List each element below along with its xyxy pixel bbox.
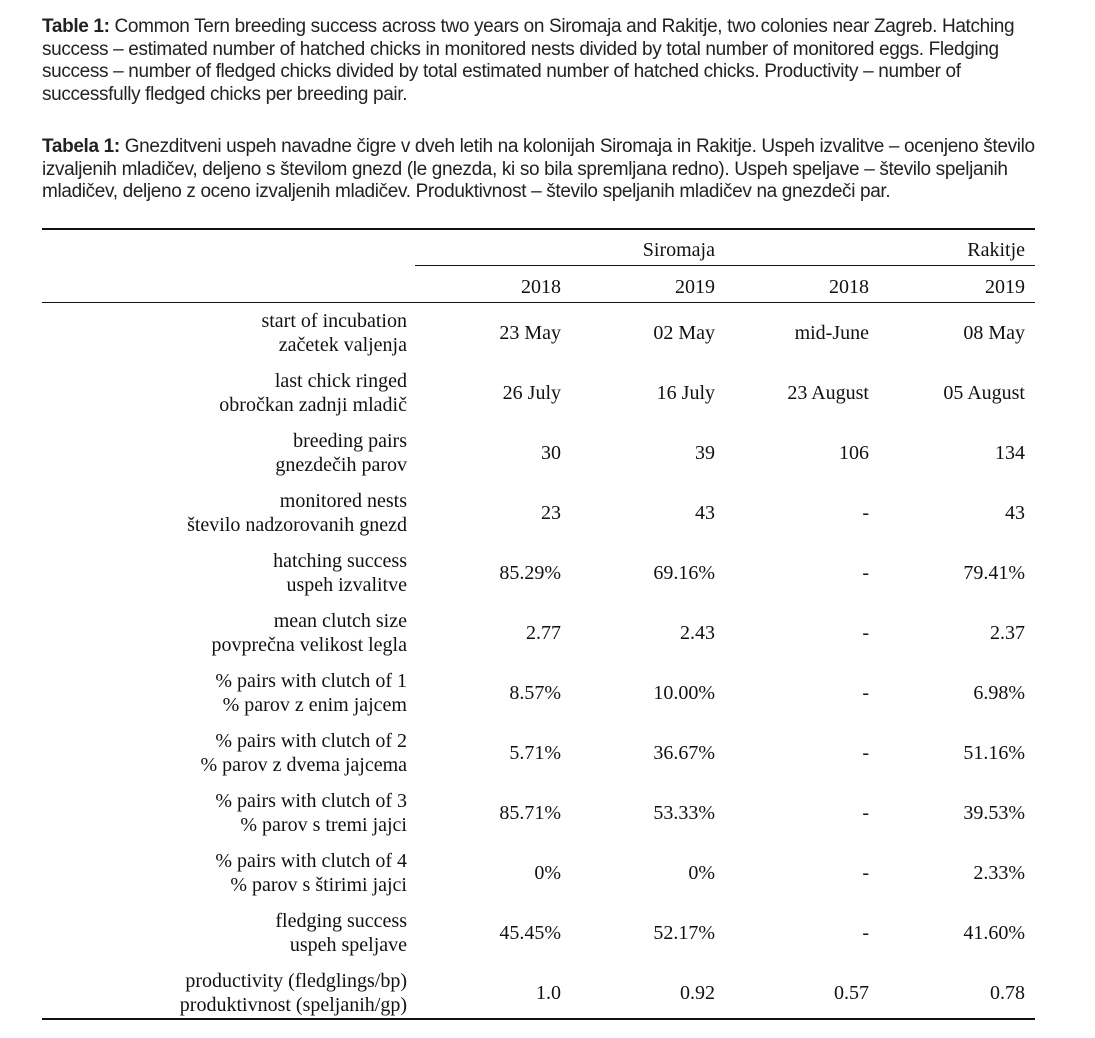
row-label-english: start of incubation <box>261 310 407 332</box>
table-cell: 36.67% <box>653 742 715 764</box>
row-label-slovene: število nadzorovanih gnezd <box>187 514 407 536</box>
row-label-english: mean clutch size <box>273 610 407 632</box>
table-cell: 2.43 <box>680 622 715 644</box>
table-cell: 5.71% <box>509 742 561 764</box>
row-label-slovene: začetek valjenja <box>278 334 407 356</box>
row-label-english: last chick ringed <box>274 370 407 392</box>
table-cell: 23 August <box>787 382 869 404</box>
table-cell: 2.77 <box>526 622 561 644</box>
table-cell: 02 May <box>653 322 715 344</box>
row-label-english: productivity (fledglings/bp) <box>185 970 407 992</box>
table-cell: 8.57% <box>509 682 561 704</box>
row-label-slovene: % parov s tremi jajci <box>240 814 407 836</box>
table-cell: - <box>862 502 869 524</box>
table-cell: - <box>862 682 869 704</box>
row-label-slovene: uspeh speljave <box>289 934 407 956</box>
table-cell: 39.53% <box>963 802 1025 824</box>
table-cell: 45.45% <box>499 922 561 944</box>
row-label-english: hatching success <box>273 550 407 572</box>
table-cell: - <box>862 922 869 944</box>
year-header: 2019 <box>985 276 1025 298</box>
colony-header-rule <box>415 265 1035 266</box>
table-cell: 51.16% <box>963 742 1025 764</box>
row-label-english: fledging success <box>275 910 407 932</box>
row-label-slovene: % parov z enim jajcem <box>222 694 407 716</box>
table-cell: 39 <box>695 442 715 464</box>
table-cell: 53.33% <box>653 802 715 824</box>
table-cell: 30 <box>541 442 561 464</box>
row-label-english: % pairs with clutch of 2 <box>215 730 407 752</box>
year-header: 2018 <box>829 276 869 298</box>
table-cell: - <box>862 862 869 884</box>
table-top-rule <box>42 228 1035 230</box>
row-label-slovene: uspeh izvalitve <box>286 574 407 596</box>
table-cell: 16 July <box>656 382 715 404</box>
table-cell: 0% <box>534 862 561 884</box>
row-label-slovene: % parov s štirimi jajci <box>230 874 407 896</box>
table-cell: 05 August <box>943 382 1025 404</box>
table-cell: - <box>862 562 869 584</box>
table-cell: 26 July <box>502 382 561 404</box>
row-label-slovene: % parov z dvema jajcema <box>200 754 407 776</box>
table-cell: 79.41% <box>963 562 1025 584</box>
table-cell: - <box>862 802 869 824</box>
year-header: 2019 <box>675 276 715 298</box>
row-label-slovene: produktivnost (speljanih/gp) <box>179 994 407 1016</box>
caption-text: Common Tern breeding success across two years on Siromaja and Rakitje, two colonies near Zagreb. Hatching success – estimated number of hatched chicks in monitored nests divided by total number of monitored eggs. Fledging success – number of fledged chicks divided by total estimated number of hatched chicks. Productivity – number of successfully fledged chicks per breeding pair. <box>42 16 1015 105</box>
table-cell: - <box>862 742 869 764</box>
row-label-slovene: gnezdečih parov <box>275 454 407 476</box>
row-label-english: % pairs with clutch of 4 <box>215 850 407 872</box>
table-cell: 23 <box>541 502 561 524</box>
row-label-english: breeding pairs <box>293 430 407 452</box>
table-cell: 23 May <box>499 322 561 344</box>
header-bottom-rule <box>42 302 1035 303</box>
table-cell: 2.37 <box>990 622 1025 644</box>
table-cell: 0% <box>688 862 715 884</box>
table-cell: mid-June <box>794 322 869 344</box>
table-cell: 69.16% <box>653 562 715 584</box>
table-cell: 41.60% <box>963 922 1025 944</box>
table-cell: 10.00% <box>653 682 715 704</box>
table-cell: 0.57 <box>834 982 869 1004</box>
table-cell: 08 May <box>963 322 1025 344</box>
table-caption-english <box>42 16 1052 106</box>
row-label-english: % pairs with clutch of 3 <box>215 790 407 812</box>
table-cell: 85.71% <box>499 802 561 824</box>
caption-label: Tabela 1: <box>42 136 120 157</box>
table-cell: 43 <box>695 502 715 524</box>
table-cell: 2.33% <box>973 862 1025 884</box>
table-caption-slovene <box>42 136 1052 204</box>
table-bottom-rule <box>42 1018 1035 1020</box>
colony-header-siromaja: Siromaja <box>642 239 715 261</box>
table-cell: 134 <box>995 442 1025 464</box>
colony-header-rakitje: Rakitje <box>967 239 1025 261</box>
row-label-slovene: obročkan zadnji mladič <box>219 394 407 416</box>
table-cell: 0.92 <box>680 982 715 1004</box>
table-cell: 85.29% <box>499 562 561 584</box>
table-cell: 1.0 <box>536 982 561 1004</box>
caption-label: Table 1: <box>42 16 110 37</box>
row-label-english: monitored nests <box>279 490 407 512</box>
row-label-english: % pairs with clutch of 1 <box>215 670 407 692</box>
table-cell: 52.17% <box>653 922 715 944</box>
year-header: 2018 <box>521 276 561 298</box>
row-label-slovene: povprečna velikost legla <box>211 634 407 656</box>
table-cell: 6.98% <box>973 682 1025 704</box>
caption-text: Gnezditveni uspeh navadne čigre v dveh letih na kolonijah Siromaja in Rakitje. Uspeh izvalitve – ocenjeno število izvaljenih mladičev, deljeno s številom gnezd (le gnezda, ki so bila spremljana redno). Uspeh speljave – število speljanih mladičev, deljeno z oceno izvaljenih mladičev. Produktivnost – število speljanih mladičev na gnezdeči par. <box>42 136 1035 202</box>
table-cell: 106 <box>839 442 869 464</box>
table-cell: 43 <box>1005 502 1025 524</box>
table-cell: - <box>862 622 869 644</box>
table-cell: 0.78 <box>990 982 1025 1004</box>
